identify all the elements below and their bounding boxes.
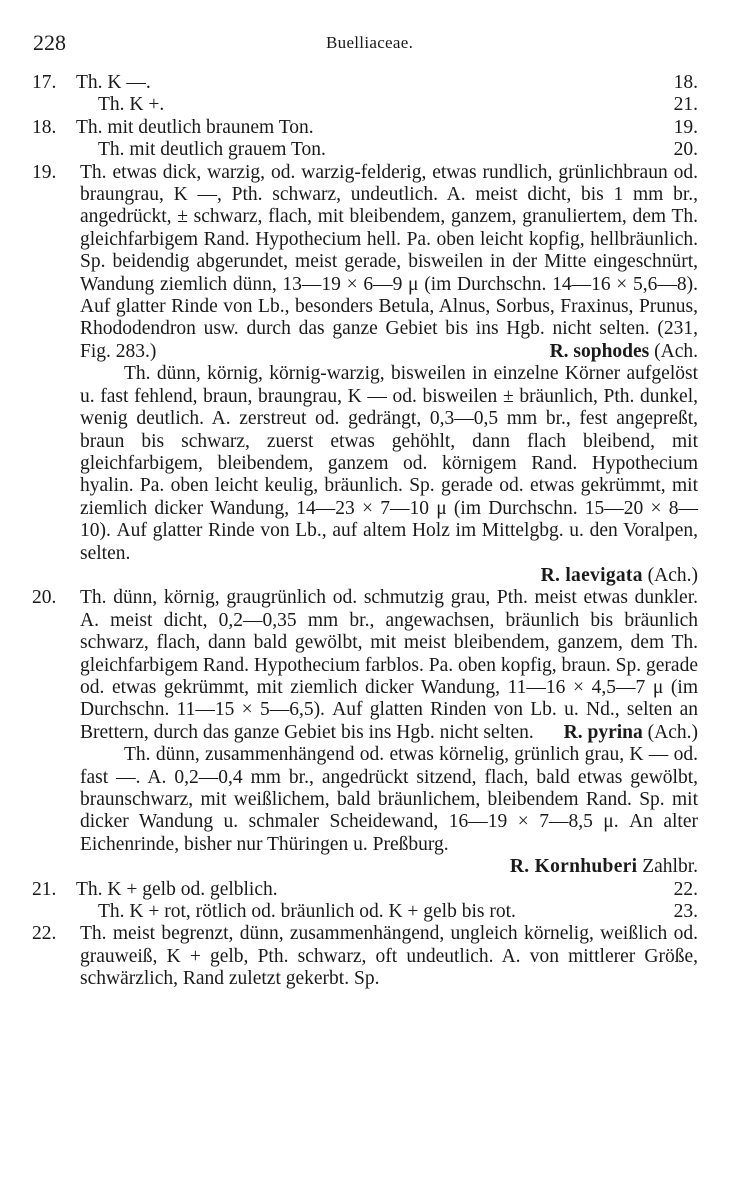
- couplet-17: [32, 72, 698, 117]
- key-lead: [32, 879, 698, 901]
- key-lead: [32, 94, 698, 116]
- couplet-22: [32, 923, 698, 990]
- couplet-18: [32, 117, 698, 162]
- species-author: (Ach.: [654, 340, 698, 362]
- key-lead: [32, 901, 698, 923]
- couplet-number: 19.: [32, 161, 57, 183]
- species-name: R. pyrina: [563, 721, 643, 743]
- couplet-number: 22.: [32, 923, 57, 945]
- couplet-19: [32, 162, 698, 588]
- couplet-20: [32, 587, 698, 878]
- running-head: Buelliaceae.: [326, 33, 414, 52]
- species-author: (Ach.): [647, 564, 698, 586]
- lead-target: 21.: [673, 94, 698, 116]
- key-lead: [32, 117, 698, 139]
- lead-target: 18.: [673, 72, 698, 93]
- key-lead: [32, 72, 698, 94]
- description-paragraph: [32, 363, 698, 565]
- species-author: (Ach.): [647, 721, 698, 743]
- lead-text: Th. mit deutlich braunem Ton.: [76, 116, 314, 138]
- description-paragraph: [32, 744, 698, 856]
- species-name-line: [550, 341, 698, 363]
- lead-text: Th. mit deutlich grauem Ton.: [98, 139, 326, 161]
- description-text: Th. dünn, körnig, graugrünlich od. schmutzig grau, Pth. meist etwas dunkler. A. meist dicht, 0,2—0,35 mm br., angewachsen, bräunlich bis bräunlich schwarz, flach, dann bald gewölbt, mit meist bleibendem, ganzem, dem Th. gleichfarbigem Rand. Hypothecium farblos. Pa. oben kopfig, braun. Sp. gerade od. etwas gekrümmt, mit ziemlich dicker Wandung, 11—16 × 4,5—7 μ (im Durchschn. 11—15 × 5—6,5). Auf glatten Rinden von Lb. u. Nd., selten an Brettern, durch das ganze Gebiet bis ins Hgb. nicht selten.: [80, 587, 698, 743]
- lead-text: Th. K —.: [76, 72, 151, 93]
- description-text: Th. etwas dick, warzig, od. warzig-felderig, etwas rundlich, grünlichbraun od. braungrau, K —, Pth. schwarz, undeutlich. A. meist dicht, bis 1 mm br., angedrückt, ± schwarz, flach, mit bleibendem, ganzem, granuliertem, dem Th. gleichfarbigem Rand. Hypothecium hell. Pa. oben leicht kopfig, hellbräunlich. Sp. beidendig abgerundet, meist gerade, bisweilen in der Mitte eingeschnürt, Wandung ziemlich dünn, 13—19 × 6—9 μ (im Durchschn. 14—16 × 5,6—8). Auf glatter Rinde von Lb., besonders Betula, Alnus, Sorbus, Fraxinus, Prunus, Rhododendron usw. durch das ganze Gebiet bis ins Hgb. nicht selten. (231, Fig. 283.): [80, 161, 698, 362]
- lead-text: Th. K + rot, rötlich od. bräunlich od. K + gelb bis rot.: [98, 901, 516, 923]
- key-lead: [32, 139, 698, 161]
- species-name: R. Kornhuberi: [509, 856, 638, 878]
- page-number: 228: [33, 30, 66, 55]
- couplet-number: 17.: [32, 72, 57, 93]
- key-content: [32, 72, 698, 991]
- lead-target: 19.: [673, 116, 698, 138]
- description-text: Th. meist begrenzt, dünn, zusammenhängend, ungleich körnelig, weißlich od. grauweiß, K + gelb, Pth. schwarz, oft undeutlich. A. von mittlerer Größe, schwärzlich, Rand zuletzt gekerbt. Sp.: [80, 923, 698, 990]
- lead-text: Th. K + gelb od. gelblich.: [76, 878, 278, 900]
- description-paragraph: [32, 923, 698, 990]
- species-name-line: [32, 856, 698, 878]
- description-text: Th. dünn, zusammenhängend od. etwas körnelig, grünlich grau, K — od. fast —. A. 0,2—0,4 mm br., angedrückt sitzend, flach, bald etwas gewölbt, braunschwarz, mit weißlichem, bald bräunlichem, bleibendem Rand. Sp. mit dicker Wandung u. schmaler Scheidewand, 16—19 × 7—8,5 μ. An alter Eichenrinde, bisher nur Thüringen u. Preßburg.: [80, 744, 698, 855]
- description-paragraph: [32, 587, 698, 744]
- species-name-line: [32, 565, 698, 587]
- couplet-21: [32, 879, 698, 924]
- description-paragraph: [32, 162, 698, 364]
- species-name-line: [564, 722, 698, 744]
- description-text: Th. dünn, körnig, körnig-warzig, bisweilen in einzelne Körner aufgelöst u. fast fehlend, braun, braungrau, K — od. bisweilen ± bräunlich, Pth. dunkel, wenig deutlich. A. zerstreut od. gedrängt, 0,3—0,5 mm br., fest angepreßt, braun bis schwarz, zuerst etwas gehöhlt, dann flach bleibend, mit gleichfarbigem, bleibendem, ganzem od. körnigem Rand. Hypothecium hyalin. Pa. oben leicht keulig, bräunlich. Sp. gerade od. etwas gekrümmt, mit ziemlich dicker Wandung, 14—23 × 7—10 μ (im Durchschn. 15—20 × 8—10). Auf glatter Rinde von Lb., auf altem Holz im Mittelgbg. u. den Voralpen, selten.: [80, 363, 698, 564]
- species-author: Zahlbr.: [642, 856, 698, 878]
- lead-target: 20.: [673, 139, 698, 161]
- couplet-number: 18.: [32, 116, 57, 138]
- species-name: R. laevigata: [540, 564, 643, 586]
- couplet-number: 21.: [32, 878, 57, 900]
- lead-target: 22.: [673, 878, 698, 900]
- species-name: R. sophodes: [549, 340, 650, 362]
- lead-target: 23.: [673, 901, 698, 923]
- couplet-number: 20.: [32, 587, 57, 609]
- lead-text: Th. K +.: [98, 94, 165, 116]
